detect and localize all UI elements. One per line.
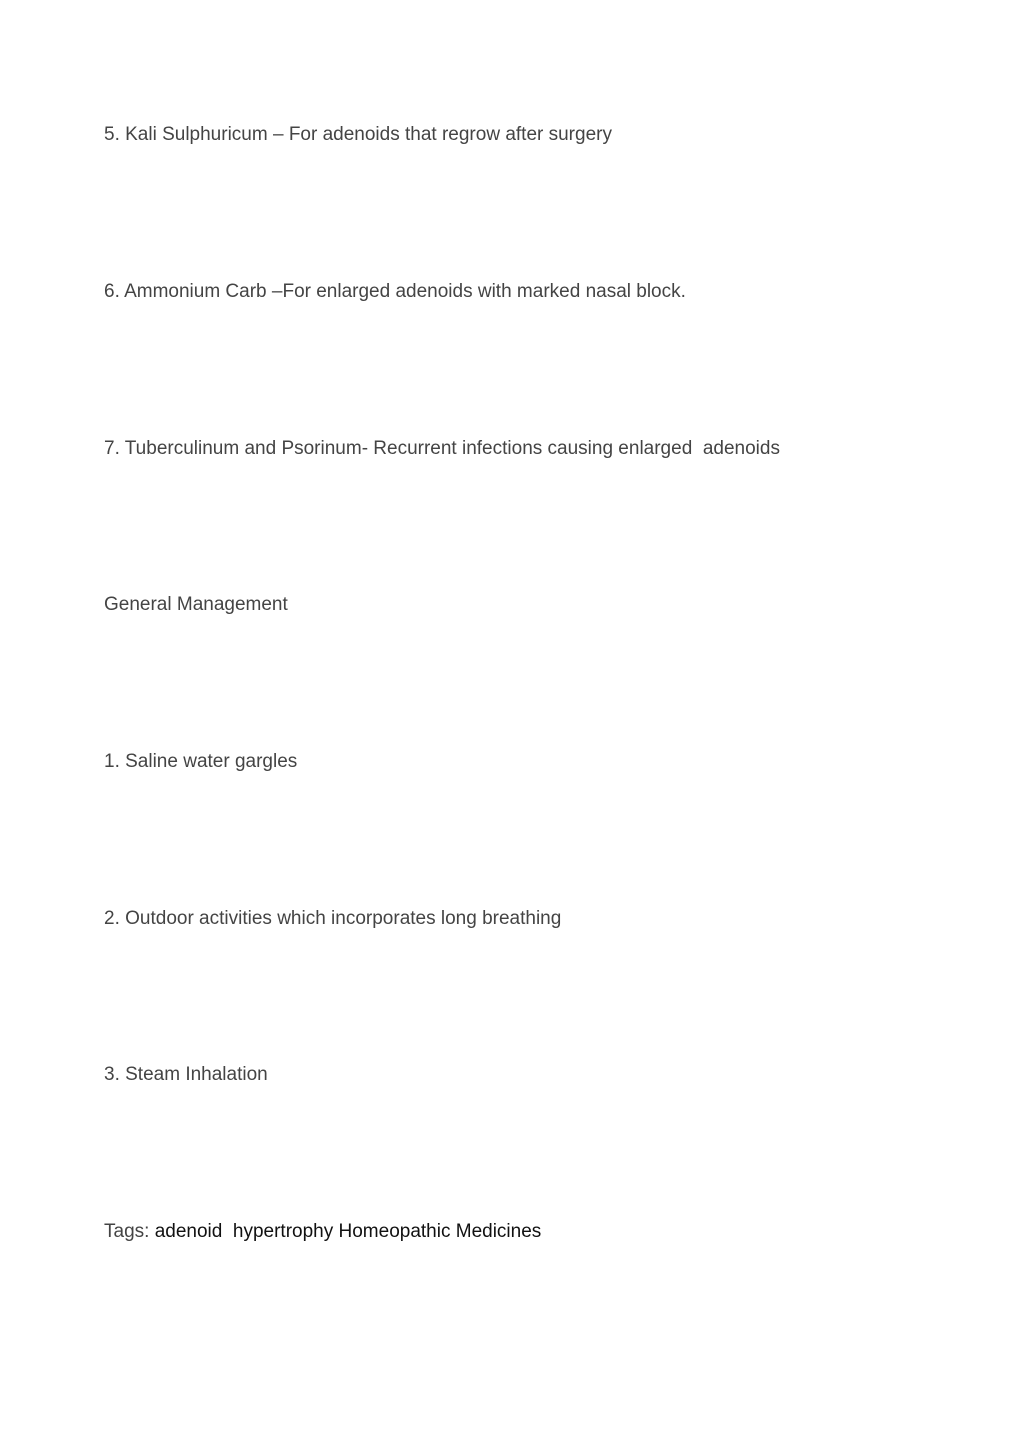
tags-label: Tags:	[104, 1221, 150, 1242]
tag-link-adenoid[interactable]: adenoid	[154, 1221, 223, 1242]
management-item-3: 3. Steam Inhalation	[104, 1064, 268, 1085]
general-management-heading: General Management	[104, 594, 288, 615]
remedy-7: 7. Tuberculinum and Psorinum- Recurrent infections causing enlarged adenoids	[104, 438, 780, 459]
tag-link-homeopathic-medicines[interactable]: Homeopathic Medicines	[338, 1221, 542, 1242]
tags-line	[104, 1220, 541, 1244]
management-item-1: 1. Saline water gargles	[104, 751, 298, 772]
remedy-5: 5. Kali Sulphuricum – For adenoids that regrow after surgery	[104, 124, 612, 145]
tag-link-hypertrophy[interactable]: hypertrophy	[232, 1221, 334, 1242]
remedy-6: 6. Ammonium Carb –For enlarged adenoids with marked nasal block.	[104, 281, 686, 302]
management-item-2: 2. Outdoor activities which incorporates long breathing	[104, 908, 562, 929]
